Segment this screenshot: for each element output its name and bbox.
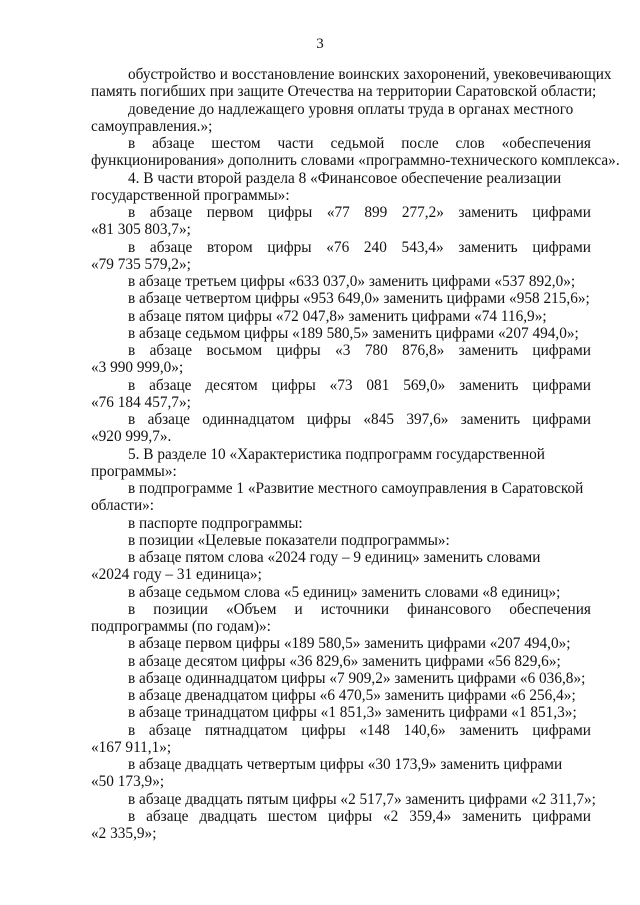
text-line: в абзаце двадцать пятым цифры «2 517,7» заменить цифрами «2 311,7»; (128, 790, 596, 808)
text-word: цифрами (532, 807, 591, 825)
text-line: в паспорте подпрограммы: (128, 514, 303, 532)
text-word: в (128, 600, 136, 618)
text-word: абзаце (149, 376, 192, 394)
text-line: в абзаце третьем цифры «633 037,0» заменить цифрами «537 892,0»; (128, 273, 576, 290)
text-word: 899 (364, 204, 388, 221)
text-line: в абзаце тринадцатом цифры «1 851,3» заменить цифрами «1 851,3»; (128, 704, 577, 722)
text-word: «3 (335, 342, 351, 359)
text-line: 5. В разделе 10 «Характеристика подпрограмм государственной (128, 445, 545, 463)
text-line: в абзаце десятом цифры «36 829,6» заменить цифрами «56 829,6»; (128, 652, 561, 670)
text-word: в (128, 342, 136, 359)
text-word: «77 (326, 204, 350, 221)
text-line: в абзаце первом цифры «189 580,5» заменить цифрами «207 494,0»; (128, 635, 571, 653)
text-line: функционирования» дополнить словами «программно-технического комплекса». (91, 152, 620, 170)
text-word: 780 (364, 342, 388, 359)
text-word: заменить (458, 342, 518, 359)
text-word: слов (455, 135, 485, 152)
text-word: «обеспечения (501, 135, 591, 152)
text-line: доведение до надлежащего уровня оплаты труда в органах местного (128, 100, 574, 118)
text-line: государственной программы»: (91, 186, 290, 204)
text-line (91, 808, 591, 825)
text-word: первом (206, 204, 254, 221)
text-line: «2 335,9»; (91, 825, 157, 842)
text-word: цифры (271, 376, 316, 394)
text-line: «81 305 803,7»; (91, 221, 191, 239)
text-line: память погибших при защите Отечества на территории Саратовской области; (91, 83, 597, 101)
document-body (91, 66, 620, 842)
text-word: 359,4» (409, 807, 452, 825)
text-word: «73 (329, 376, 353, 394)
text-word: заменить (458, 204, 518, 221)
text-line: в абзаце двадцать четвертым цифры «30 173,9» заменить цифрами (128, 756, 563, 773)
text-line (91, 239, 591, 256)
text-line (91, 722, 591, 739)
text-line: в абзаце одиннадцатом цифры «7 909,2» заменить цифрами «6 036,8»; (128, 669, 586, 687)
text-word: абзаце (149, 204, 193, 221)
text-word: в (128, 135, 136, 152)
text-line (91, 135, 591, 152)
text-line: самоуправления.»; (91, 117, 213, 135)
text-word: цифры (327, 807, 373, 825)
text-word: в (128, 376, 136, 394)
text-line (91, 204, 591, 221)
text-word: заменить (459, 721, 519, 739)
text-word: 081 (366, 376, 390, 394)
text-word: шестом (267, 807, 318, 825)
text-line: «920 999,7». (91, 428, 172, 446)
text-line: программы»: (91, 462, 177, 480)
text-line: «2024 году – 31 единица»; (91, 566, 262, 584)
text-line (91, 377, 591, 394)
text-line: «76 184 457,7»; (91, 393, 191, 411)
text-line (91, 342, 591, 359)
text-word: «Объем (225, 600, 277, 618)
page-number: 3 (316, 36, 324, 52)
text-word: в (128, 411, 136, 428)
text-word: седьмой (330, 135, 385, 152)
text-line: области»: (91, 497, 155, 515)
text-word: финансового (407, 600, 492, 618)
text-line: «79 735 579,2»; (91, 255, 191, 273)
text-line: 4. В части второй раздела 8 «Финансовое обеспечение реализации (128, 169, 562, 187)
text-line: «167 911,1»; (91, 738, 172, 756)
text-line: в абзаце седьмом цифры «189 580,5» заменить цифрами «207 494,0»; (128, 324, 579, 342)
text-line: в абзаце пятом слова «2024 году – 9 единиц» заменить словами (128, 549, 541, 566)
text-word: в (128, 204, 136, 221)
text-word: десятом (205, 376, 258, 394)
text-line: в абзаце четвертом цифры «953 649,0» заменить цифрами «958 215,6»; (128, 290, 590, 308)
text-word: 240 (363, 238, 387, 256)
text-word: цифрами (532, 238, 591, 256)
text-line: подпрограммы (по годам)»: (91, 618, 271, 635)
text-word: 277,2» (401, 204, 444, 221)
text-word: в (128, 807, 136, 825)
text-word: части (277, 135, 314, 152)
text-word: заменить (462, 807, 522, 825)
text-word: «76 (326, 238, 350, 256)
text-word: шестом (211, 135, 261, 152)
text-word: 397,6» (406, 411, 449, 428)
text-word: абзаце (149, 238, 193, 256)
text-word: цифры (306, 411, 352, 428)
text-line: обустройство и восстановление воинских захоронений, увековечивающих (128, 66, 612, 83)
text-word: цифрами (532, 721, 591, 739)
text-word: заменить (459, 376, 519, 394)
text-word: цифры (267, 238, 312, 256)
text-word: 876,8» (402, 342, 445, 359)
text-line: «50 173,9»; (91, 773, 165, 791)
text-word: «845 (363, 411, 394, 428)
text-line: «3 990 999,0»; (91, 359, 184, 377)
text-word: позиции (153, 600, 208, 618)
text-word: двадцать (199, 807, 257, 825)
text-word: 569,0» (403, 376, 446, 394)
text-word: цифры (301, 721, 346, 739)
text-word: цифрами (532, 342, 591, 359)
text-word: и (294, 600, 303, 618)
text-word: «148 (359, 721, 390, 739)
text-line: в абзаце двенадцатом цифры «6 470,5» заменить цифрами «6 256,4»; (128, 687, 576, 704)
text-word: заменить (458, 238, 518, 256)
text-line (91, 601, 591, 618)
text-word: цифрами (532, 204, 591, 221)
text-word: 543,4» (401, 238, 444, 256)
text-word: абзаце (146, 807, 189, 825)
text-word: цифры (268, 204, 313, 221)
text-word: 140,6» (403, 721, 446, 739)
text-word: абзаце (152, 135, 195, 152)
text-word: абзаце (148, 721, 192, 739)
text-word: источники (320, 600, 390, 618)
text-word: «2 (383, 807, 399, 825)
text-word: восьмом (206, 342, 263, 359)
text-word: цифрами (532, 376, 591, 394)
text-word: втором (207, 238, 253, 256)
text-line (91, 411, 591, 428)
text-word: в (128, 238, 136, 256)
text-word: цифрами (532, 411, 591, 428)
text-word: абзаце (147, 411, 190, 428)
text-word: после (401, 135, 439, 152)
text-line: в абзаце седьмом слова «5 единиц» заменить словами «8 единиц»; (128, 583, 561, 601)
text-word: заменить (460, 411, 521, 428)
text-line: в подпрограмме 1 «Развитие местного самоуправления в Саратовской (128, 480, 584, 497)
text-word: в (128, 721, 136, 739)
text-word: обеспечения (509, 600, 591, 618)
text-word: абзаце (149, 342, 193, 359)
text-word: пятнадцатом (204, 721, 288, 739)
text-line: в позиции «Целевые показатели подпрограммы»: (128, 531, 450, 549)
text-line: в абзаце пятом цифры «72 047,8» заменить цифрами «74 116,9»; (128, 307, 547, 325)
text-word: одиннадцатом (202, 411, 295, 428)
text-word: цифры (276, 342, 321, 359)
